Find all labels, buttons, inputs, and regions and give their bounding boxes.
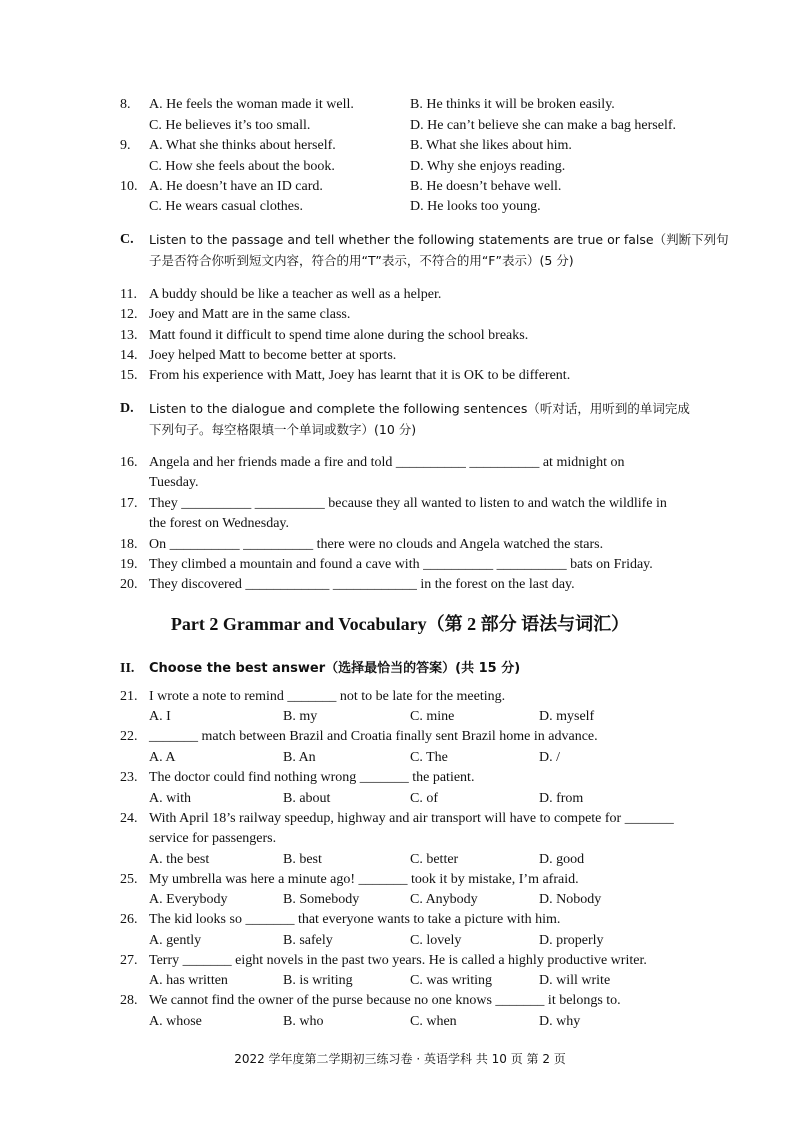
option-a: A. What she thinks about herself. — [149, 138, 336, 153]
section-roman: II. — [120, 661, 135, 676]
option-a: A. has written — [149, 973, 228, 988]
option-a: A. He doesn’t have an ID card. — [149, 179, 323, 194]
section-heading: Choose the best answer（选择最恰当的答案）(共 15 分) — [149, 661, 521, 676]
option-a: A. He feels the woman made it well. — [149, 97, 354, 112]
option-a: A. I — [149, 709, 171, 724]
question-number: 20. — [120, 577, 138, 592]
option-c: C. How she feels about the book. — [149, 159, 335, 174]
option-c: C. The — [410, 750, 448, 765]
question-number: 13. — [120, 328, 138, 343]
question-number: 28. — [120, 993, 138, 1008]
question-text: With April 18’s railway speedup, highway and air transport will have to compete for _______ — [149, 811, 674, 826]
part-title: Part 2 Grammar and Vocabulary（第 2 部分 语法与词汇） — [170, 614, 630, 634]
question-number: 12. — [120, 307, 138, 322]
question-text: We cannot find the owner of the purse because no one knows _______ it belongs to. — [149, 993, 621, 1008]
section-letter: D. — [120, 401, 134, 416]
option-d: D. Why she enjoys reading. — [410, 159, 566, 174]
question-number: 19. — [120, 557, 138, 572]
option-b: B. best — [283, 852, 322, 867]
option-c: C. He believes it’s too small. — [149, 118, 311, 133]
question-number: 14. — [120, 348, 138, 363]
option-b: B. He doesn’t behave well. — [410, 179, 562, 194]
sentence-line1: On __________ __________ there were no clouds and Angela watched the stars. — [149, 537, 604, 552]
option-b: B. is writing — [283, 973, 353, 988]
question-text: Terry _______ eight novels in the past two years. He is called a highly productive writer. — [149, 953, 647, 968]
option-d: D. He looks too young. — [410, 199, 541, 214]
question-text: The doctor could find nothing wrong _______ the patient. — [149, 770, 475, 785]
option-c: C. He wears casual clothes. — [149, 199, 303, 214]
option-c: C. of — [410, 791, 438, 806]
option-d: D. will write — [539, 973, 611, 988]
option-a: A. with — [149, 791, 191, 806]
statement-text: From his experience with Matt, Joey has learnt that it is OK to be different. — [149, 368, 571, 383]
option-a: A. A — [149, 750, 176, 765]
section-instruction-line1: Listen to the dialogue and complete the following sentences（听对话，用听到的单词完成 — [149, 401, 690, 416]
section-letter: C. — [120, 232, 134, 247]
sentence-line1: They climbed a mountain and found a cave with __________ __________ bats on Friday. — [149, 557, 653, 572]
option-d: D. why — [539, 1014, 581, 1029]
question-number: 23. — [120, 770, 138, 785]
question-number: 25. — [120, 872, 138, 887]
option-d: D. properly — [539, 933, 604, 948]
option-c: C. better — [410, 852, 459, 867]
option-a: A. the best — [149, 852, 210, 867]
question-number: 9. — [120, 138, 131, 153]
option-d: D. He can’t believe she can make a bag herself. — [410, 118, 677, 133]
option-a: A. gently — [149, 933, 202, 948]
question-number: 15. — [120, 368, 138, 383]
option-a: A. Everybody — [149, 892, 228, 907]
statement-text: Joey helped Matt to become better at sports. — [149, 348, 397, 363]
question-number: 27. — [120, 953, 138, 968]
option-c: C. lovely — [410, 933, 462, 948]
option-d: D. / — [539, 750, 560, 765]
option-b: B. Somebody — [283, 892, 360, 907]
option-b: B. my — [283, 709, 318, 724]
statement-text: Joey and Matt are in the same class. — [149, 307, 351, 322]
question-number: 10. — [120, 179, 138, 194]
option-b: B. An — [283, 750, 316, 765]
option-c: C. when — [410, 1014, 457, 1029]
page-footer: 2022 学年度第二学期初三练习卷 · 英语学科 共 10 页 第 2 页 — [234, 1052, 566, 1066]
option-d: D. good — [539, 852, 585, 867]
option-c: C. was writing — [410, 973, 493, 988]
section-instruction-line1: Listen to the passage and tell whether the following statements are true or false（判断下列句 — [149, 232, 729, 247]
sentence-line1: They discovered ____________ ____________ in the forest on the last day. — [149, 577, 575, 592]
question-number: 17. — [120, 496, 138, 511]
question-number: 16. — [120, 455, 138, 470]
option-b: B. What she likes about him. — [410, 138, 572, 153]
option-c: C. Anybody — [410, 892, 478, 907]
option-b: B. about — [283, 791, 331, 806]
section-instruction-line2: 下列句子。每空格限填一个单词或数字）(10 分) — [149, 422, 417, 437]
question-number: 18. — [120, 537, 138, 552]
sentence-line1: They __________ __________ because they all wanted to listen to and watch the wildlife in — [149, 496, 667, 511]
option-d: D. from — [539, 791, 584, 806]
statement-text: A buddy should be like a teacher as well as a helper. — [149, 287, 442, 302]
question-text: I wrote a note to remind _______ not to be late for the meeting. — [149, 689, 506, 704]
sentence-line1: Angela and her friends made a fire and told __________ __________ at midnight on — [149, 455, 625, 470]
section-instruction-line2: 子是否符合你听到短文内容，符合的用“T”表示，不符合的用“F”表示）(5 分) — [149, 253, 574, 268]
question-text-cont: service for passengers. — [149, 831, 277, 846]
question-number: 22. — [120, 729, 138, 744]
option-c: C. mine — [410, 709, 455, 724]
question-number: 24. — [120, 811, 138, 826]
question-text: The kid looks so _______ that everyone wants to take a picture with him. — [149, 912, 561, 927]
question-number: 21. — [120, 689, 138, 704]
option-b: B. He thinks it will be broken easily. — [410, 97, 615, 112]
question-number: 26. — [120, 912, 138, 927]
question-number: 11. — [120, 287, 137, 302]
option-b: B. safely — [283, 933, 333, 948]
sentence-line2: the forest on Wednesday. — [149, 516, 289, 531]
option-d: D. myself — [539, 709, 595, 724]
option-a: A. whose — [149, 1014, 202, 1029]
sentence-line2: Tuesday. — [149, 475, 199, 490]
question-number: 8. — [120, 97, 131, 112]
question-text: _______ match between Brazil and Croatia finally sent Brazil home in advance. — [149, 729, 598, 744]
option-d: D. Nobody — [539, 892, 602, 907]
question-text: My umbrella was here a minute ago! _______ took it by mistake, I’m afraid. — [149, 872, 579, 887]
option-b: B. who — [283, 1014, 324, 1029]
statement-text: Matt found it difficult to spend time alone during the school breaks. — [149, 328, 529, 343]
